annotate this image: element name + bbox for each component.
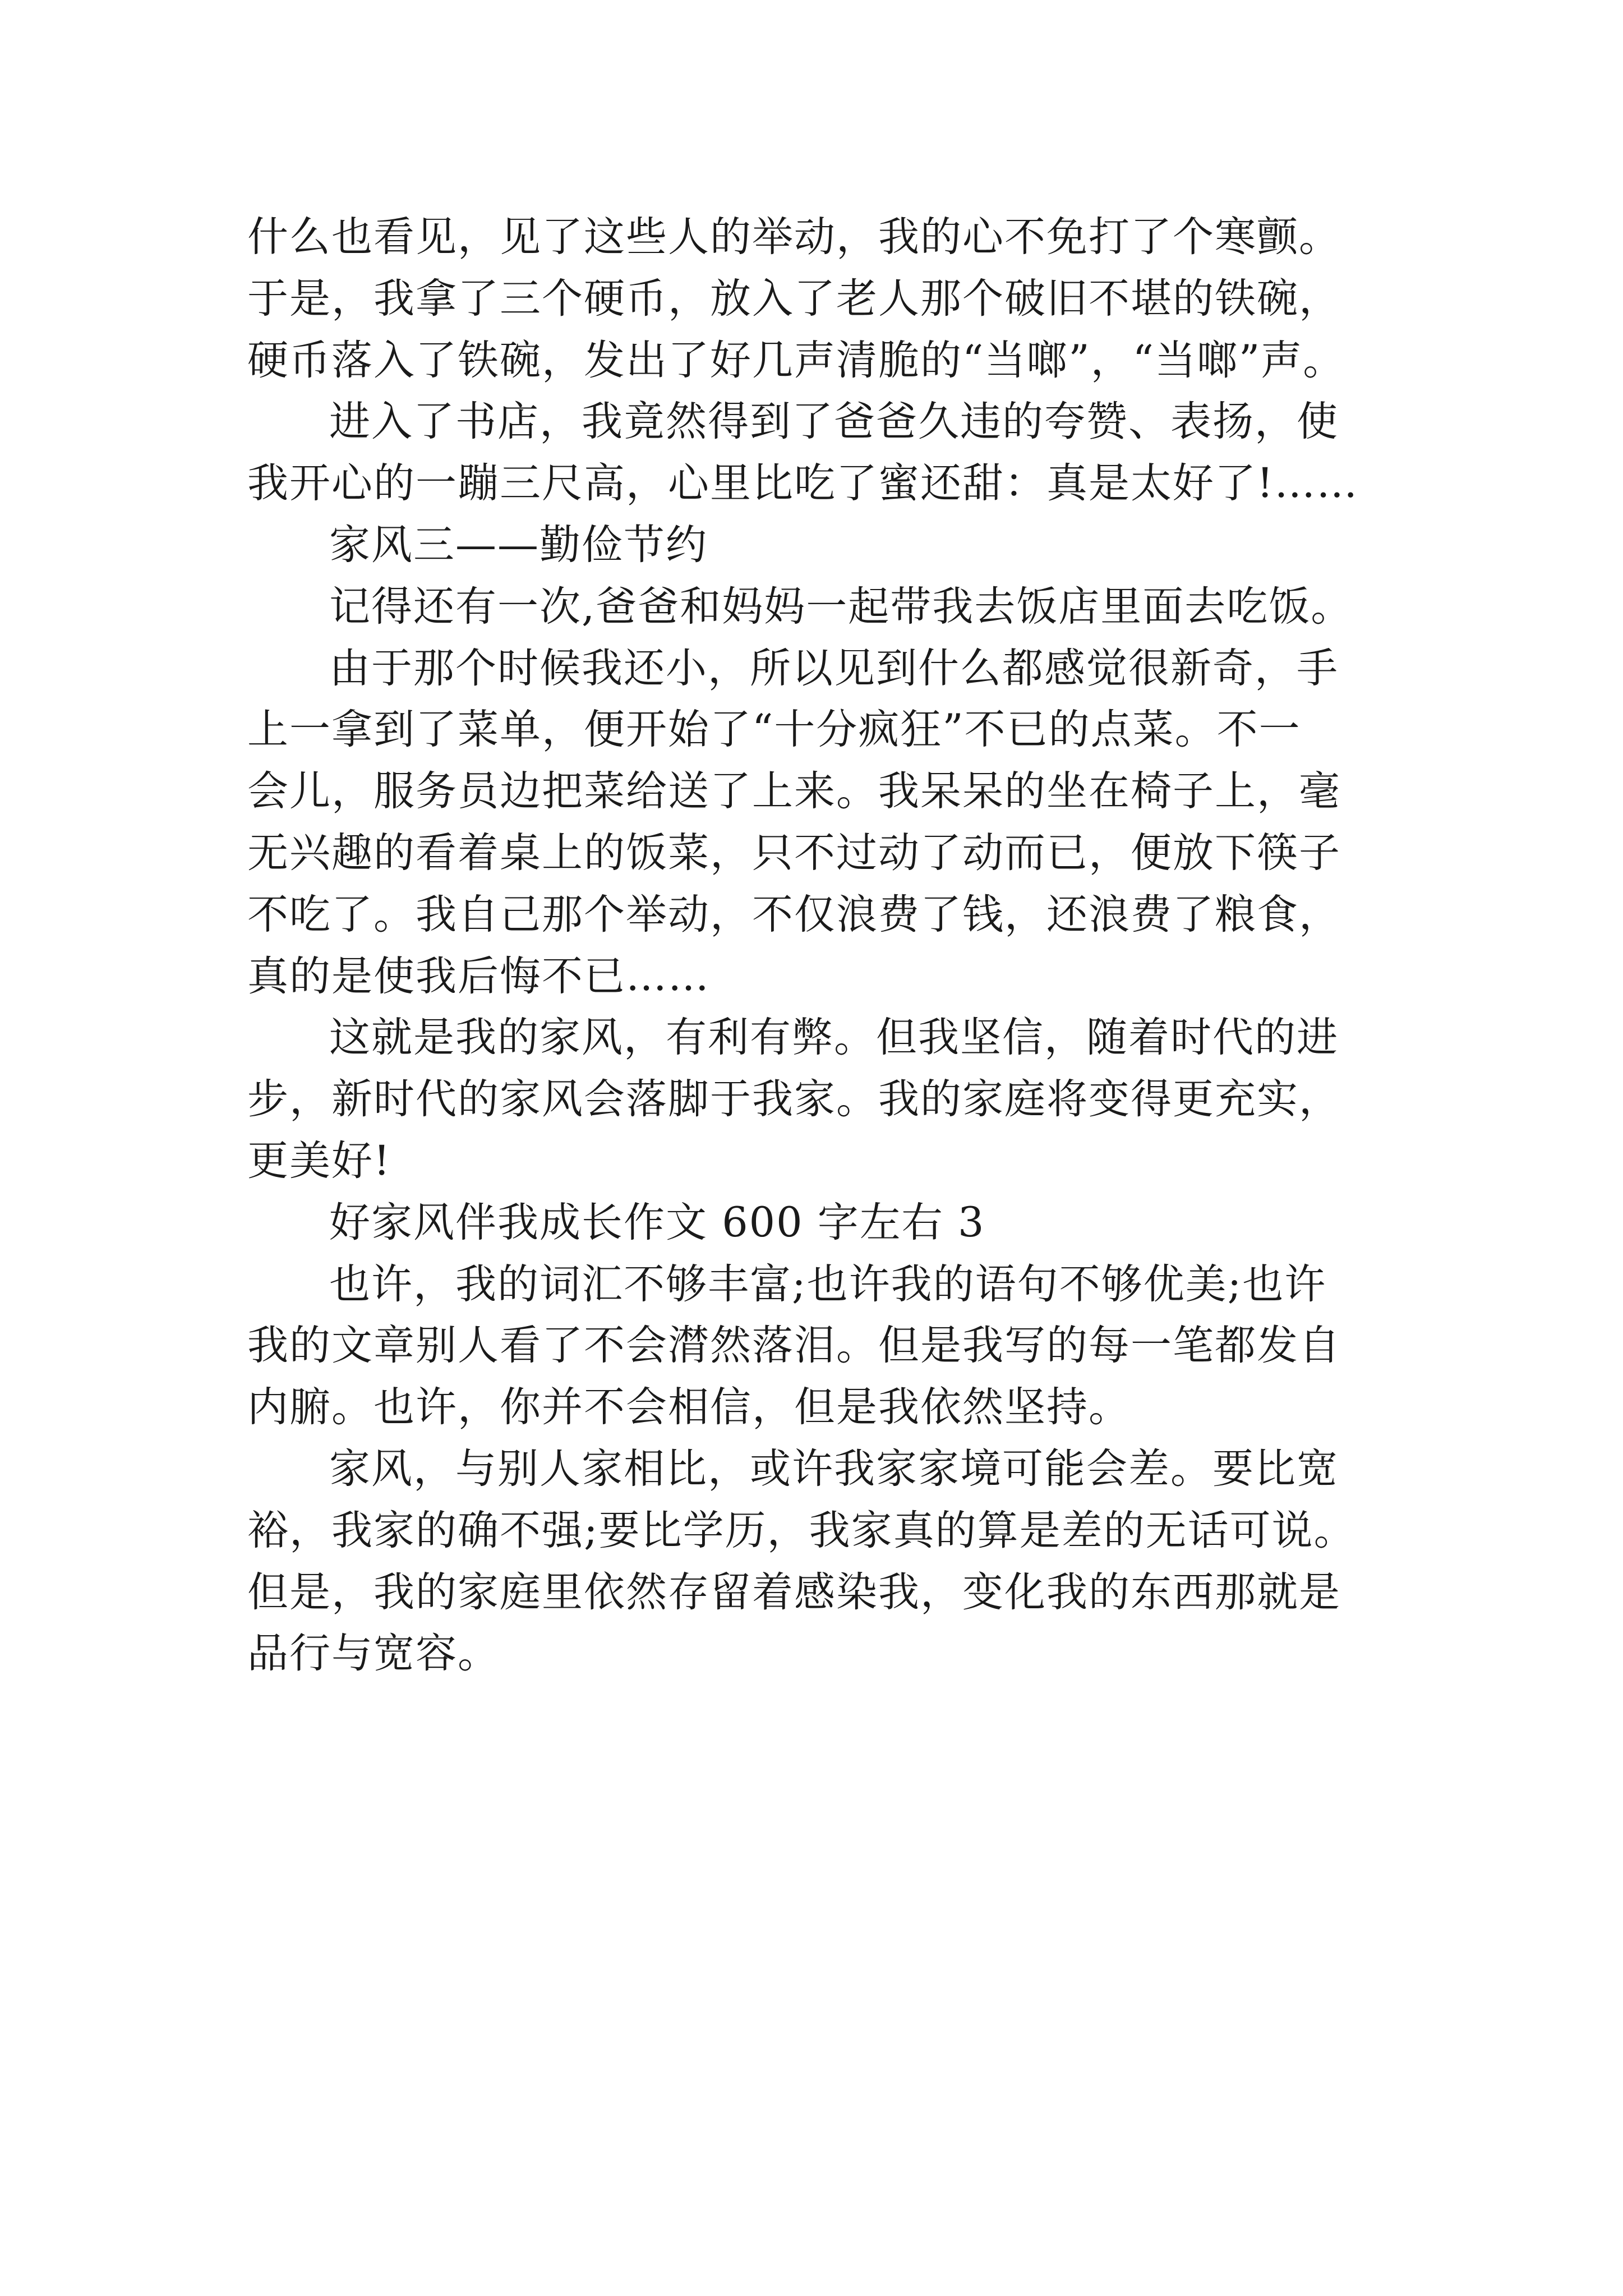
text-line: 品行与宽容。 (247, 1630, 500, 1678)
text-line: 这就是我的家风，有利有弊。但我坚信，随着时代的进 (329, 1014, 1339, 1062)
text-line: 家风，与别人家相比，或许我家家境可能会差。要比宽 (329, 1444, 1339, 1493)
text-line: 记得还有一次,爸爸和妈妈一起带我去饭店里面去吃饭。 (329, 582, 1353, 631)
text-line: 上一拿到了菜单，便开始了“十分疯狂”不已的点菜。不一 (247, 706, 1301, 754)
text-line: 真的是使我后悔不已…… (247, 952, 710, 1000)
text-line: 不吃了。我自己那个举动，不仅浪费了钱，还浪费了粮食， (247, 890, 1341, 938)
text-line: 我开心的一蹦三尺高，心里比吃了蜜还甜：真是太好了!…… (247, 459, 1359, 508)
text-line: 由于那个时候我还小，所以见到什么都感觉很新奇，手 (329, 644, 1339, 692)
text-line: 更美好! (247, 1137, 391, 1185)
body-text (247, 206, 1380, 1685)
text-line: 但是，我的家庭里依然存留着感染我，变化我的东西那就是 (247, 1568, 1341, 1616)
text-line: 硬币落入了铁碗，发出了好几声清脆的“当啷”，“当啷”声。 (247, 336, 1345, 384)
text-line: 内腑。也许，你并不会相信，但是我依然坚持。 (247, 1383, 1131, 1432)
text-line: 裕，我家的确不强;要比学历，我家真的算是差的无话可说。 (247, 1506, 1356, 1554)
text-line: 我的文章别人看了不会潸然落泪。但是我写的每一笔都发自 (247, 1322, 1341, 1370)
text-line: 什么也看见，见了这些人的举动，我的心不免打了个寒颤。 (247, 213, 1341, 261)
text-line: 家风三——勤俭节约 (329, 521, 708, 569)
text-line: 进入了书店，我竟然得到了爸爸久违的夸赞、表扬，使 (329, 398, 1339, 446)
text-line: 步，新时代的家风会落脚于我家。我的家庭将变得更充实， (247, 1075, 1341, 1124)
text-line: 于是，我拿了三个硬币，放入了老人那个破旧不堪的铁碗， (247, 274, 1341, 323)
text-line: 也许，我的词汇不够丰富;也许我的语句不够优美;也许 (329, 1260, 1327, 1308)
text-line: 无兴趣的看着桌上的饭菜，只不过动了动而已，便放下筷子 (247, 829, 1341, 877)
text-line: 好家风伴我成长作文 600 字左右 3 (329, 1198, 985, 1246)
text-line: 会儿，服务员边把菜给送了上来。我呆呆的坐在椅子上，毫 (247, 767, 1341, 816)
